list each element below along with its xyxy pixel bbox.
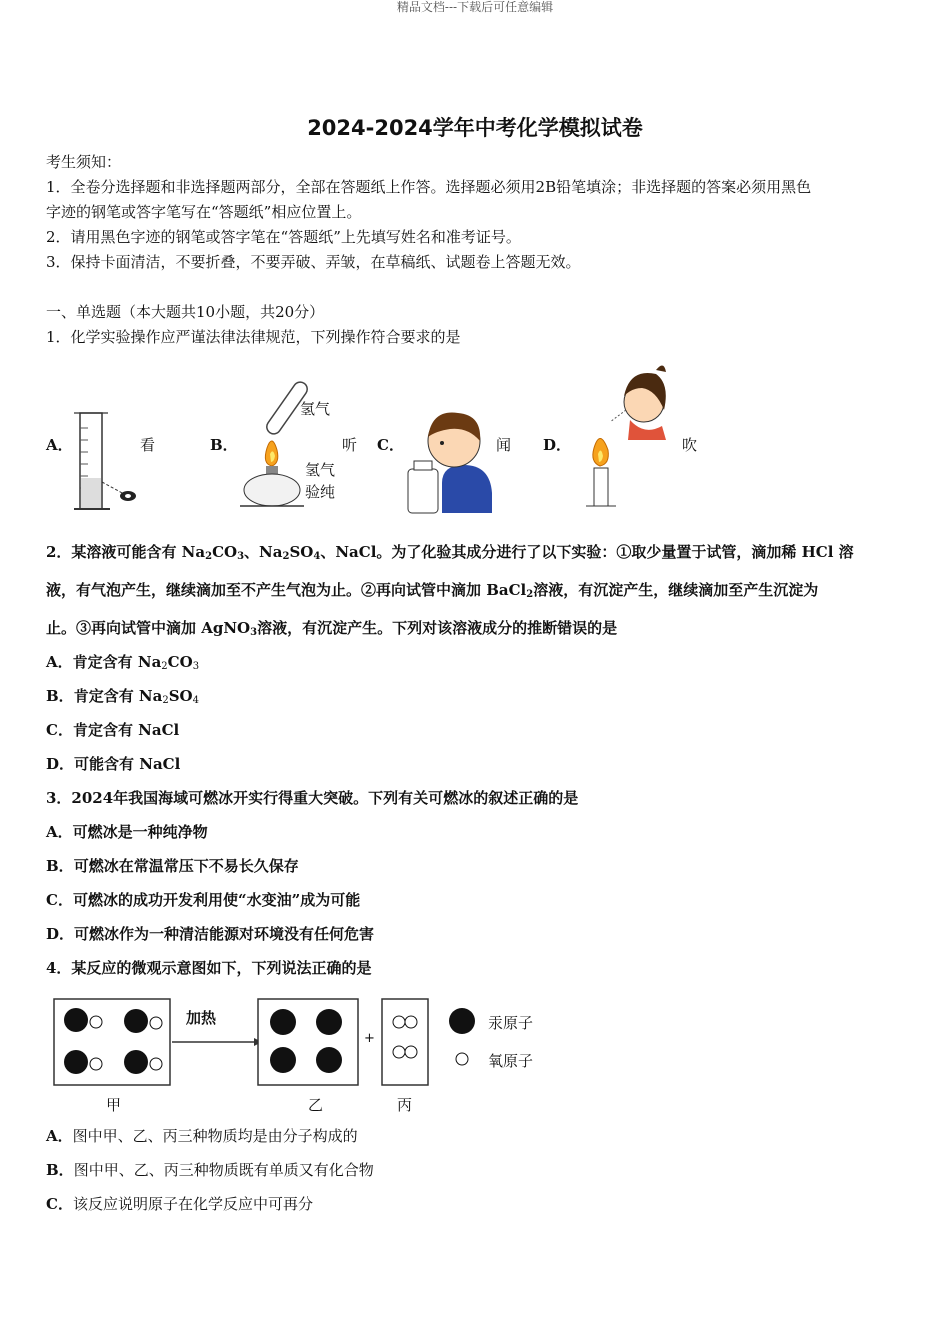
legend-mercury-label: 汞原子: [488, 1014, 534, 1032]
q1-b-label-hydrogen: 氢气: [300, 400, 331, 418]
q1-option-b-letter: B．: [210, 436, 238, 454]
q1-stem: 1．化学实验操作应严谨法律法律规范，下列操作符合要求的是: [46, 328, 461, 346]
plus-sign: +: [364, 1031, 375, 1046]
graduated-cylinder-illustration: [68, 408, 144, 518]
q4-option-c: C．该反应说明原子在化学反应中可再分: [46, 1195, 313, 1213]
notice-item-1-cont: 字迹的钢笔或答字笔写在“答题纸”相应位置上。: [46, 203, 362, 221]
q2-stem-line-3: 止。③再向试管中滴加 AgNO$_3$溶液，有沉淀产生。下列对该溶液成分的推断错误的是: [46, 619, 618, 638]
q3-option-c: C．可燃冰的成功开发利用使“水变油”成为可能: [46, 891, 361, 909]
q4-stem: 4．某反应的微观示意图如下，下列说法正确的是: [46, 959, 372, 977]
q3-stem: 3．2024年我国海域可燃冰开实行得重大突破。下列有关可燃冰的叙述正确的是: [46, 789, 579, 807]
q2-option-b: B．肯定含有 $Na_2SO_4$: [46, 687, 199, 706]
q3-option-d: D．可燃冰作为一种清洁能源对环境没有任何危害: [46, 925, 375, 943]
notice-item-2: 2．请用黑色字迹的钢笔或答字笔在“答题纸”上先填写姓名和准考证号。: [46, 228, 521, 246]
q1-option-a-caption: 看: [140, 436, 156, 454]
q1-option-c-letter: C．: [377, 436, 404, 454]
q3-option-b: B．可燃冰在常温常压下不易长久保存: [46, 857, 299, 875]
legend-oxygen-atom: [456, 1053, 468, 1065]
arrow-label-heat: 加热: [186, 1009, 217, 1027]
q2-stem-line-1: 2．某溶液可能含有 $Na_2CO_3$、$Na_2SO_4$、NaCl。为了化验其成分进行了以下实验：①取少量置于试管，滴加稀 HCl 溶: [46, 543, 854, 562]
section-heading: 一、单选题（本大题共10小题，共20分）: [46, 303, 325, 321]
q1-option-d-letter: D．: [543, 436, 572, 454]
label-jia: 甲: [106, 1096, 122, 1114]
label-yi: 乙: [308, 1096, 324, 1114]
smell-illustration: [402, 403, 497, 515]
q2-stem-line-2: 液，有气泡产生，继续滴加至不产生气泡为止。②再向试管中滴加 BaCl$_2$溶液，有沉淀产生，继续滴加至产生沉淀为: [46, 581, 819, 600]
page-header-note: 精品文档---下载后可任意编辑: [396, 0, 554, 14]
q4-option-b: B．图中甲、乙、丙三种物质既有单质又有化合物: [46, 1161, 374, 1179]
q1-option-b-caption: 听: [342, 436, 358, 454]
box-yi: [258, 999, 358, 1085]
reaction-microscopic-diagram: [50, 995, 560, 1117]
legend-oxygen-label: 氧原子: [488, 1052, 534, 1070]
q1-option-c-caption: 闻: [496, 436, 512, 454]
q2-option-a: A．肯定含有 $Na_2CO_3$: [46, 653, 200, 672]
q3-option-a: A．可燃冰是一种纯净物: [46, 823, 208, 841]
legend-mercury-atom: [449, 1008, 475, 1034]
notice-heading: 考生须知：: [46, 153, 122, 171]
blow-lamp-illustration: [572, 360, 672, 512]
page-title: 2024-2024学年中考化学模拟试卷: [307, 116, 643, 140]
q1-b-label-purity: 验纯: [305, 483, 336, 501]
label-bing: 丙: [397, 1096, 413, 1114]
q2-option-c: C．肯定含有 NaCl: [46, 721, 180, 739]
q1-option-a-letter: A．: [46, 436, 73, 454]
q4-option-a: A．图中甲、乙、丙三种物质均是由分子构成的: [46, 1127, 358, 1145]
q1-b-label-hydrogen-2: 氢气: [305, 461, 336, 479]
q2-option-d: D．可能含有 NaCl: [46, 755, 181, 773]
box-bing: [382, 999, 428, 1085]
notice-item-1: 1．全卷分选择题和非选择题两部分，全部在答题纸上作答。选择题必须用2B铅笔填涂；非选择题的答案必须用黑色: [46, 178, 812, 196]
q1-option-d-caption: 吹: [682, 436, 698, 454]
notice-item-3: 3．保持卡面清洁，不要折叠，不要弄破、弄皱，在草稿纸、试题卷上答题无效。: [46, 253, 581, 271]
